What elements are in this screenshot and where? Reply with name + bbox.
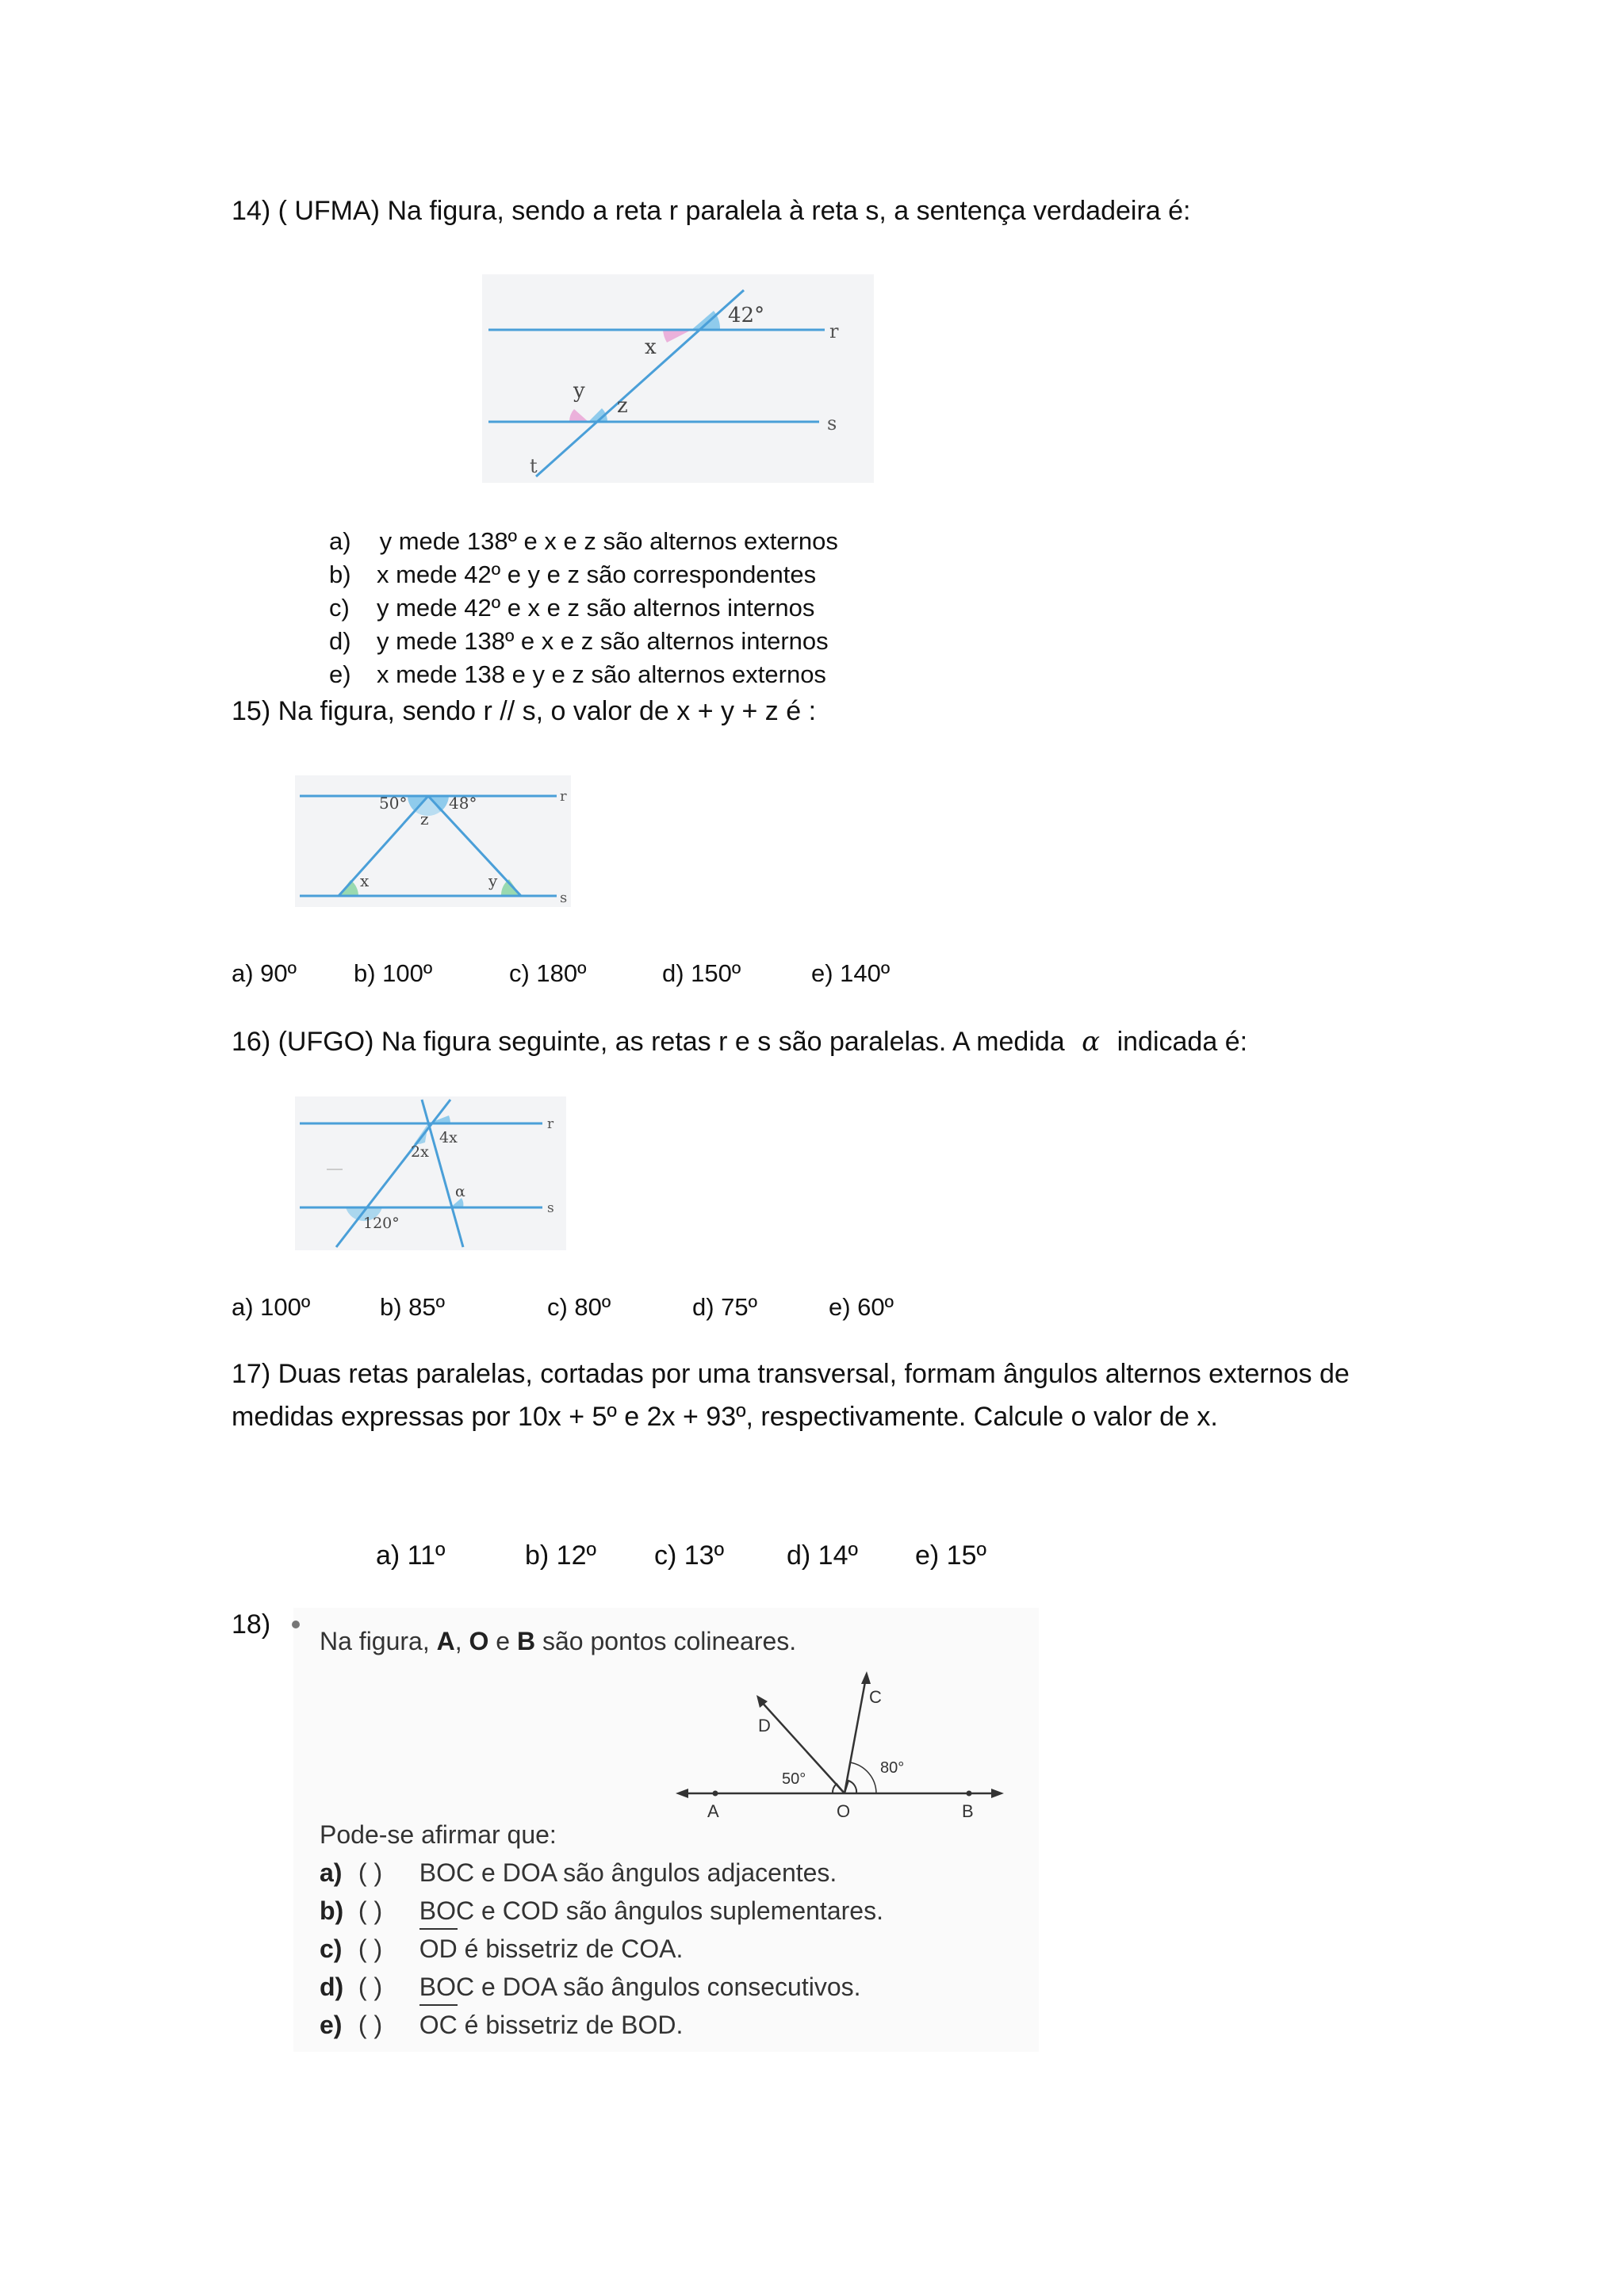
q16-text-before: 16) (UFGO) Na figura seguinte, as retas r e s são paralelas. A medida xyxy=(232,1027,1065,1057)
option-text: BOC e DOA são ângulos consecutivos. xyxy=(419,1973,861,2001)
q17-option-b[interactable]: b) 12º xyxy=(525,1540,596,1571)
bullet-dot xyxy=(292,1621,300,1628)
point-a xyxy=(713,1791,718,1797)
label-4x: 4x xyxy=(439,1129,458,1146)
q14-option-e[interactable] xyxy=(329,658,838,691)
label-y: y xyxy=(573,379,585,403)
point-b-bold: B xyxy=(516,1627,536,1655)
q14-parallel-lines-diagram xyxy=(482,274,874,483)
label-r: r xyxy=(560,788,567,805)
q18-options xyxy=(320,1854,883,2044)
q18-intro xyxy=(320,1622,796,1660)
option-letter: c) xyxy=(329,594,350,622)
q14-option-a[interactable] xyxy=(329,525,838,558)
alpha-symbol: α xyxy=(1082,1026,1101,1058)
q18-figure xyxy=(674,1665,1007,1823)
q15-statement: 15) Na figura, sendo r // s, o valor de x + y + z é : xyxy=(232,696,817,726)
comma-separator: , xyxy=(454,1627,462,1655)
q16-option-e[interactable]: e) 60º xyxy=(829,1293,894,1321)
q14-option-c[interactable] xyxy=(329,591,838,625)
label-o: O xyxy=(837,1801,851,1821)
option-checkbox[interactable]: ( ) xyxy=(358,1858,383,1887)
q18-option-e[interactable] xyxy=(320,2006,883,2044)
q15-option-d[interactable]: d) 150º xyxy=(662,959,741,987)
line-t xyxy=(536,290,744,476)
q16-option-c[interactable]: c) 80º xyxy=(547,1293,611,1321)
label-r: r xyxy=(829,320,839,342)
q14-statement: 14) ( UFMA) Na figura, sendo a reta r paralela à reta s, a sentença verdadeira é: xyxy=(232,196,1191,226)
label-42: 42° xyxy=(728,304,765,327)
option-text: y mede 138º e x e z são alternos externos xyxy=(373,527,838,555)
arrow-c-icon xyxy=(861,1671,871,1684)
angle-42-marker xyxy=(691,311,720,330)
q15-option-b[interactable]: b) 100º xyxy=(354,959,433,987)
option-letter: e) xyxy=(329,660,351,688)
label-c: C xyxy=(869,1687,882,1707)
q18-option-a[interactable] xyxy=(320,1854,883,1892)
option-checkbox[interactable]: ( ) xyxy=(358,1973,383,2001)
arrow-right-icon xyxy=(991,1789,1004,1798)
option-letter: a) xyxy=(329,527,351,555)
option-text: BOC e COD são ângulos suplementares. xyxy=(419,1896,883,1925)
q16-option-b[interactable]: b) 85º xyxy=(380,1293,445,1321)
label-120: 120° xyxy=(363,1215,400,1232)
q16-figure xyxy=(295,1096,566,1250)
arrow-left-icon xyxy=(676,1789,688,1798)
q18-prompt: Pode-se afirmar que: xyxy=(320,1820,557,1849)
intro-post: são pontos colineares. xyxy=(542,1627,797,1655)
option-letter: b) xyxy=(320,1896,344,1925)
q17-option-e[interactable]: e) 15º xyxy=(915,1540,986,1571)
q14-option-b[interactable] xyxy=(329,558,838,591)
label-a: A xyxy=(707,1801,719,1821)
point-o-bold: O xyxy=(469,1627,489,1655)
vector-oc: OC xyxy=(419,2006,458,2044)
vector-od: OD xyxy=(419,1930,458,1968)
q15-option-a[interactable]: a) 90º xyxy=(232,959,297,987)
point-b xyxy=(967,1791,972,1797)
label-s: s xyxy=(547,1200,554,1216)
option-letter: d) xyxy=(329,627,351,655)
q17-option-c[interactable]: c) 13º xyxy=(654,1540,725,1571)
option-letter: b) xyxy=(329,561,351,588)
point-a-bold: A xyxy=(436,1627,455,1655)
label-48: 48° xyxy=(449,794,477,813)
label-50: 50° xyxy=(379,794,408,813)
label-alpha: α xyxy=(455,1183,465,1200)
option-text: BOC e DOA são ângulos adjacentes. xyxy=(419,1858,837,1887)
q14-options xyxy=(329,525,838,691)
label-t: t xyxy=(530,455,538,477)
q15-option-c[interactable]: c) 180º xyxy=(509,959,587,987)
option-letter: c) xyxy=(320,1934,343,1963)
q18-number: 18) xyxy=(232,1609,271,1640)
label-d: D xyxy=(758,1716,771,1735)
q14-option-d[interactable] xyxy=(329,625,838,658)
q16-statement xyxy=(232,1024,1247,1059)
option-checkbox[interactable]: ( ) xyxy=(358,1896,383,1925)
option-letter: d) xyxy=(320,1973,344,2001)
option-text: x mede 42º e y e z são correspondentes xyxy=(377,561,817,588)
option-letter: e) xyxy=(320,2011,343,2039)
q18-option-c[interactable] xyxy=(320,1930,883,1968)
option-text: é bissetriz de BOD. xyxy=(464,2011,684,2039)
q15-figure xyxy=(295,775,571,907)
label-y: y xyxy=(488,871,498,890)
option-text: y mede 42º e x e z são alternos internos xyxy=(377,594,815,622)
label-z: z xyxy=(420,809,429,828)
label-2x: 2x xyxy=(411,1143,429,1161)
q16-parallel-lines-diagram xyxy=(295,1096,566,1250)
q18-angles-diagram xyxy=(674,1665,1007,1823)
q14-figure xyxy=(482,274,874,483)
label-80: 80° xyxy=(880,1759,905,1777)
label-x: x xyxy=(360,871,370,890)
q17-option-d[interactable]: d) 14º xyxy=(787,1540,858,1571)
q16-option-d[interactable]: d) 75º xyxy=(692,1293,757,1321)
angle-2x-marker xyxy=(414,1123,428,1144)
q15-option-e[interactable]: e) 140º xyxy=(811,959,891,987)
label-50: 50° xyxy=(782,1770,806,1788)
option-letter: a) xyxy=(320,1858,343,1887)
option-text: x mede 138 e y e z são alternos externos xyxy=(377,660,826,688)
q16-text-after: indicada é: xyxy=(1116,1027,1248,1057)
q17-statement-line2: medidas expressas por 10x + 5º e 2x + 93º, respectivamente. Calcule o valor de x. xyxy=(232,1402,1218,1432)
label-b: B xyxy=(962,1801,974,1821)
q17-option-a[interactable]: a) 11º xyxy=(376,1540,446,1571)
label-s: s xyxy=(827,412,837,434)
q18-option-d[interactable] xyxy=(320,1968,883,2006)
option-checkbox[interactable]: ( ) xyxy=(358,2011,383,2039)
intro-pre: Na figura, xyxy=(320,1627,430,1655)
q15-triangle-diagram xyxy=(295,775,571,907)
conjunction-e: e xyxy=(496,1627,511,1655)
q16-option-a[interactable]: a) 100º xyxy=(232,1293,311,1321)
option-text: é bissetriz de COA. xyxy=(464,1934,684,1963)
label-z: z xyxy=(617,394,628,418)
label-x: x xyxy=(645,335,657,359)
label-r: r xyxy=(547,1116,554,1132)
angle-y-marker xyxy=(569,409,588,422)
option-checkbox[interactable]: ( ) xyxy=(358,1934,383,1963)
option-text: y mede 138º e x e z são alternos internos xyxy=(377,627,829,655)
label-s: s xyxy=(560,890,568,906)
q17-statement-line1: 17) Duas retas paralelas, cortadas por uma transversal, formam ângulos alternos externos de xyxy=(232,1359,1350,1389)
q18-option-b[interactable] xyxy=(320,1892,883,1930)
ray-oc xyxy=(845,1678,866,1793)
